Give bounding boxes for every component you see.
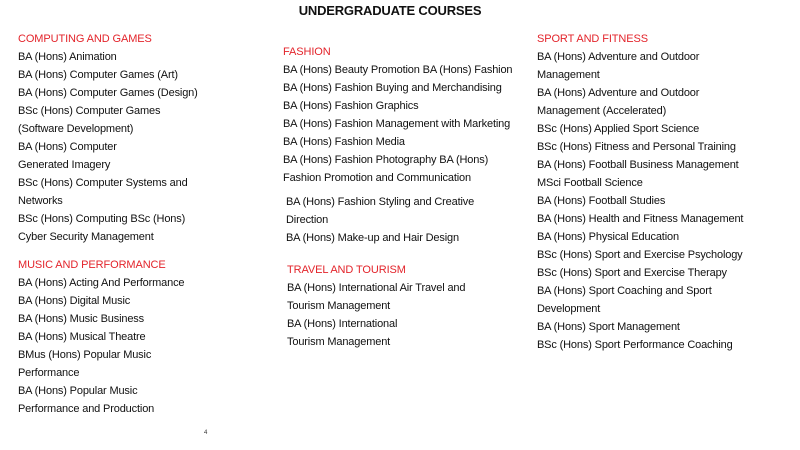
course-item: BA (Hons) Adventure and Outdoor Management xyxy=(537,51,700,81)
category-heading: TRAVEL AND TOURISM xyxy=(287,264,406,276)
page-title: UNDERGRADUATE COURSES xyxy=(298,3,482,18)
course-item: BA (Hons) Football Studies xyxy=(537,195,666,207)
course-item: BA (Hons) Fashion Styling and Creative Direction xyxy=(286,196,475,226)
category-heading: SPORT AND FITNESS xyxy=(537,33,648,45)
course-item: BA (Hons) Fashion Media xyxy=(283,136,405,148)
course-item: BA (Hons) Animation xyxy=(18,51,117,63)
course-item: BSc (Hons) Sport and Exercise Psychology xyxy=(537,249,743,261)
course-item: BA (Hons) Fashion Graphics xyxy=(283,100,419,112)
course-item: BA (Hons) Football Business Management xyxy=(537,159,739,171)
category-heading: MUSIC AND PERFORMANCE xyxy=(18,259,166,271)
course-item: BA (Hons) International Air Travel and Tourism Management xyxy=(287,282,466,312)
course-item: BA (Hons) Acting And Performance xyxy=(18,277,185,289)
column-computing-music xyxy=(18,30,198,428)
group-fashion xyxy=(283,43,513,247)
course-item: BA (Hons) Physical Education xyxy=(537,231,679,243)
course-item: BA (Hons) Sport Management xyxy=(537,321,680,333)
course-item: BA (Hons) Fashion Buying and Merchandising xyxy=(283,82,502,94)
course-item: BSc (Hons) Computing BSc (Hons) Cyber Security Management xyxy=(18,213,186,243)
course-item: BSc (Hons) Computer Games (Software Development) xyxy=(18,105,161,135)
course-item: BA (Hons) Computer Generated Imagery xyxy=(18,141,117,171)
course-item: BA (Hons) Health and Fitness Management xyxy=(537,213,744,225)
course-item: BA (Hons) International Tourism Management xyxy=(287,318,398,348)
course-item: BSc (Hons) Fitness and Personal Training xyxy=(537,141,736,153)
course-item: BMus (Hons) Popular Music Performance xyxy=(18,349,152,379)
course-item: BA (Hons) Make-up and Hair Design xyxy=(286,232,459,244)
course-item: BA (Hons) Computer Games (Art) xyxy=(18,69,178,81)
course-item: BSc (Hons) Sport and Exercise Therapy xyxy=(537,267,727,279)
page-number: 4 xyxy=(204,430,208,436)
column-fashion-travel xyxy=(283,43,513,361)
course-item: BA (Hons) Sport Coaching and Sport Development xyxy=(537,285,712,315)
course-item: BA (Hons) Fashion Management with Marketing xyxy=(283,118,511,130)
course-item: MSci Football Science xyxy=(537,177,643,189)
category-heading: COMPUTING AND GAMES xyxy=(18,33,152,45)
course-item: BA (Hons) Computer Games (Design) xyxy=(18,87,198,99)
group-music-and-performance xyxy=(18,256,198,418)
course-item: BSc (Hons) Computer Systems and Networks xyxy=(18,177,188,207)
course-item: BA (Hons) Beauty Promotion BA (Hons) Fashion xyxy=(283,64,513,76)
course-item: BA (Hons) Musical Theatre xyxy=(18,331,146,343)
category-heading: FASHION xyxy=(283,46,331,58)
course-item: BA (Hons) Fashion Photography BA (Hons) Fashion Promotion and Communication xyxy=(283,154,489,184)
group-travel-and-tourism xyxy=(283,261,508,351)
course-item: BA (Hons) Popular Music Performance and Production xyxy=(18,385,155,415)
course-item: BSc (Hons) Applied Sport Science xyxy=(537,123,700,135)
course-item: BSc (Hons) Sport Performance Coaching xyxy=(537,339,733,351)
course-item: BA (Hons) Music Business xyxy=(18,313,144,325)
column-sport-fitness xyxy=(537,30,744,364)
course-item: BA (Hons) Adventure and Outdoor Management (Accelerated) xyxy=(537,87,700,117)
course-item: BA (Hons) Digital Music xyxy=(18,295,131,307)
group-computing-and-games xyxy=(18,30,198,246)
group-sport-and-fitness xyxy=(537,30,744,354)
